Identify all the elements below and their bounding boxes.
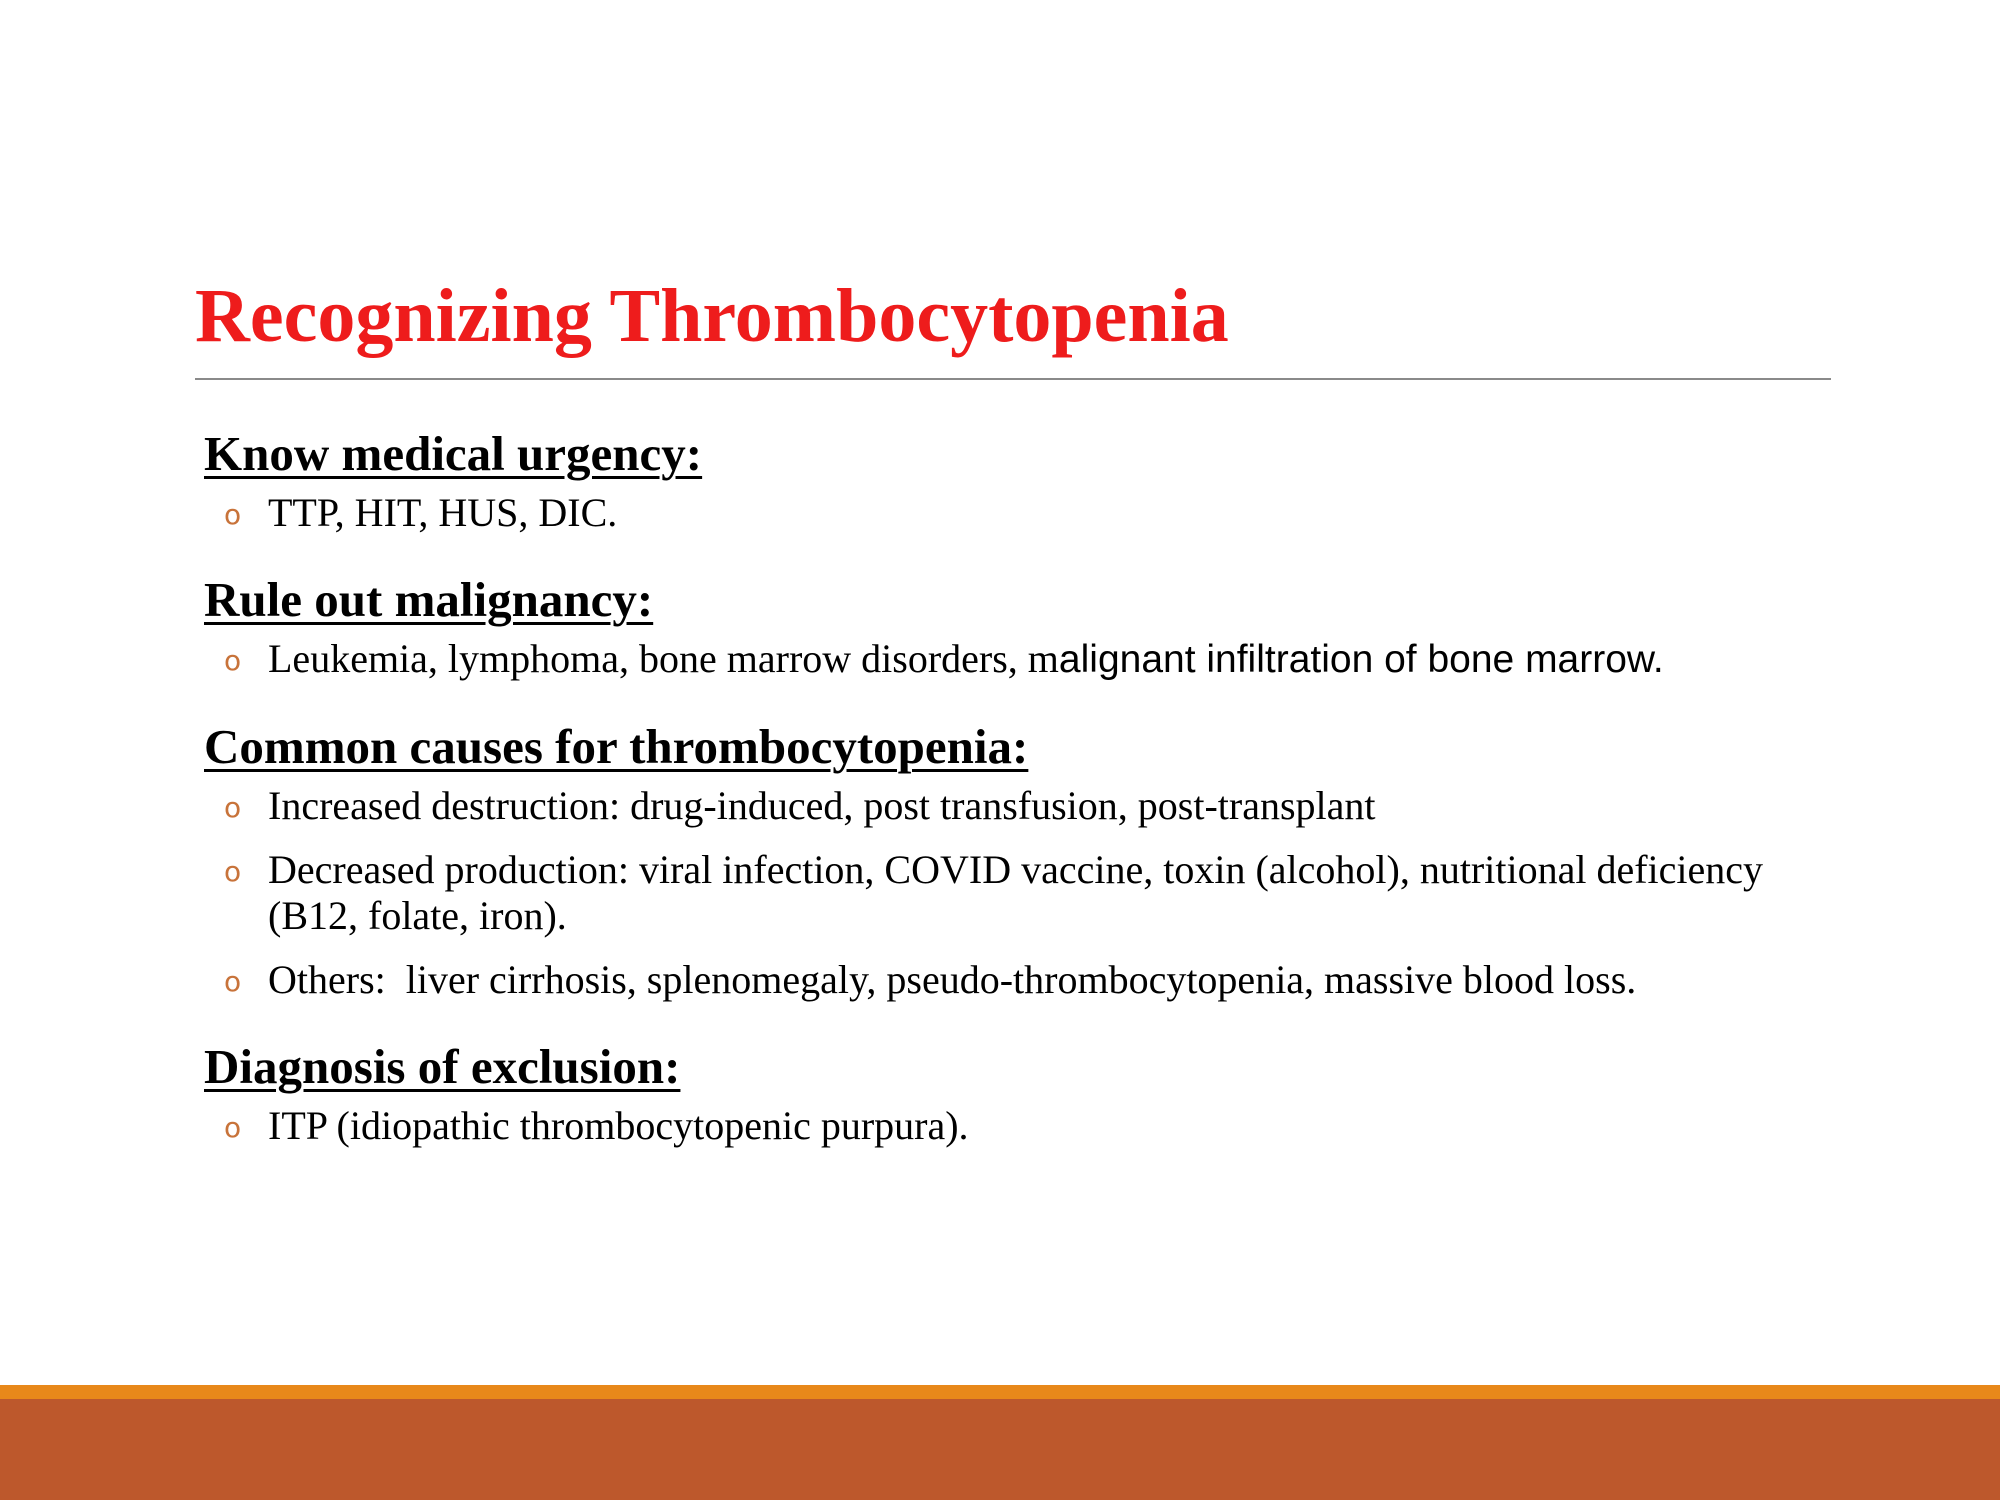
bullet-item xyxy=(204,490,1864,536)
bullet-list xyxy=(204,490,1864,536)
section-rule-out-malignancy xyxy=(204,566,1864,683)
section-diagnosis-of-exclusion xyxy=(204,1033,1864,1149)
bullet-text: Others: liver cirrhosis, splenomegaly, pseudo-thrombocytopenia, massive blood loss. xyxy=(268,957,1637,1002)
section-heading: Diagnosis of exclusion: xyxy=(204,1039,681,1094)
bullet-circle-icon: o xyxy=(224,1111,242,1144)
section-heading: Rule out malignancy: xyxy=(204,572,654,627)
slide-body xyxy=(204,420,1864,1149)
bullet-circle-icon: o xyxy=(224,855,242,888)
bullet-text: Increased destruction: drug-induced, post transfusion, post-transplant xyxy=(268,783,1376,828)
footer-accent-stripe xyxy=(0,1385,2000,1399)
bullet-circle-icon: o xyxy=(224,965,242,998)
bullet-circle-icon: o xyxy=(224,644,242,677)
section-heading: Know medical urgency: xyxy=(204,426,703,481)
slide-title: Recognizing Thrombocytopenia xyxy=(195,274,1229,358)
bullet-list xyxy=(204,783,1864,1003)
bullet-list xyxy=(204,1103,1864,1149)
bullet-circle-icon: o xyxy=(224,498,242,531)
bullet-text: ITP (idiopathic thrombocytopenic purpura). xyxy=(268,1103,969,1148)
bullet-item xyxy=(204,783,1864,829)
bullet-item xyxy=(204,847,1864,939)
bullet-text-serif: Leukemia, lymphoma, bone marrow disorders, m xyxy=(268,636,1059,681)
section-heading: Common causes for thrombocytopenia: xyxy=(204,719,1029,774)
bullet-item xyxy=(204,1103,1864,1149)
section-common-causes xyxy=(204,713,1864,1003)
bullet-text-sans: alignant infiltration of bone marrow. xyxy=(1058,638,1664,681)
bullet-list xyxy=(204,636,1864,683)
section-medical-urgency xyxy=(204,420,1864,536)
footer-band xyxy=(0,1399,2000,1500)
bullet-item xyxy=(204,636,1864,683)
bullet-circle-icon: o xyxy=(224,791,242,824)
bullet-text: Decreased production: viral infection, COVID vaccine, toxin (alcohol), nutritional deficiency (B12, folate, iron). xyxy=(268,847,1764,938)
bullet-item xyxy=(204,957,1864,1003)
bullet-text: TTP, HIT, HUS, DIC. xyxy=(268,490,618,535)
title-divider xyxy=(195,378,1831,380)
